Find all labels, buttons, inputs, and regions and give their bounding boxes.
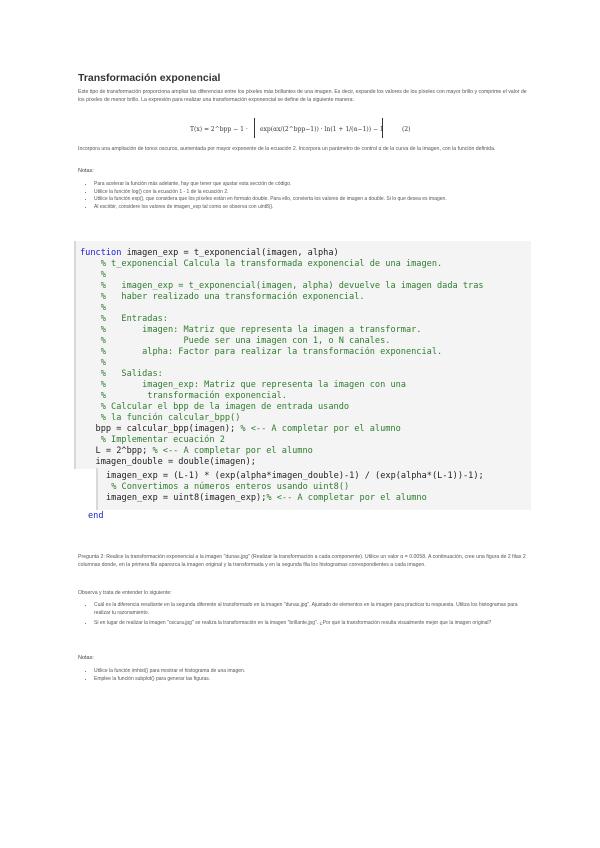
- code-line: [80, 347, 442, 358]
- formula-explanation: Incorpora una ampliación de tonos oscuros, aumentada por mayor exponente de la ecuación 2. Incorpora un parámetro de control α de la curva de la imagen, con la función definida.: [78, 146, 496, 152]
- code-block-function: [74, 241, 531, 469]
- code-comment: % <-- A completar por el alumno: [266, 493, 427, 503]
- code-line: [80, 314, 168, 325]
- code-text: [80, 369, 101, 379]
- code-line: [80, 457, 256, 468]
- code-line: [80, 435, 225, 446]
- code-text: imagen_exp = t_exponencial(imagen, alpha): [121, 248, 339, 258]
- equation-body: exp(αx/(2^bpp−1)) · ln(1 + 1/(α−1)) − 1: [260, 126, 384, 133]
- code-text: [80, 259, 101, 269]
- code-line: [80, 281, 484, 292]
- code-text: [80, 402, 101, 412]
- code-line: [80, 292, 365, 303]
- code-block-implementation: [96, 468, 531, 510]
- notes-label-2: Notas:: [78, 655, 94, 661]
- code-line: [80, 248, 339, 259]
- code-text: [80, 413, 101, 423]
- question-item: • Si en lugar de realizar la imagen "oscura.jpg" se realiza la transformación en la imagen "brillante.jpg". ¿Por qué la transformación resulta visualmente mejor que la imagen original?: [94, 620, 534, 628]
- code-text: [80, 347, 101, 357]
- question-item: • Cuál es la diferencia resultante en la segunda diferente al transformado en la imagen "dunas.jpg". Ajustado de elementos en la imagen para practicar tu respuesta. Utiliza los histogramas para realizar tu razonamiento.: [94, 602, 534, 617]
- code-text: [80, 314, 101, 324]
- code-comment: % imagen: Matriz que representa la imagen a transformar.: [100, 325, 422, 335]
- code-comment: %: [100, 270, 106, 280]
- code-comment: % haber realizado una transformación exponencial.: [100, 292, 365, 302]
- note-item: • Utilice la función log() con la ecuación 1 - 1 de la ecuación 2.: [94, 189, 534, 197]
- code-text: [80, 358, 101, 368]
- code-text: imagen_exp = uint8(imagen_exp);: [106, 493, 267, 503]
- intro-paragraph: Este tipo de transformación proporciona ampliar las diferencias entre los píxeles más brillantes de una imagen. Es decir, expande los valores de los píxeles con mayor brillo y comprime el valor de los píxeles de menor brillo. La expresión para realizar una transformación exponencial se define de la siguiente manera:: [78, 89, 527, 103]
- code-text: [80, 292, 101, 302]
- code-comment: %: [100, 358, 106, 368]
- code-text: [80, 336, 101, 346]
- code-comment: % imagen_exp: Matriz que representa la imagen con una: [100, 380, 406, 390]
- code-line: [80, 270, 106, 281]
- code-text: [80, 303, 101, 313]
- code-line: [80, 369, 163, 380]
- code-comment: % <-- A completar por el alumno: [240, 424, 401, 434]
- code-comment: % Entradas:: [100, 314, 168, 324]
- code-comment: % imagen_exp = t_exponencial(imagen, alpha) devuelve la imagen dada tras: [100, 281, 484, 291]
- code-comment: % Convertimos a números enteros usando uint8(): [111, 482, 350, 492]
- code-line: [80, 303, 106, 314]
- equation-bracket-right: [382, 118, 383, 138]
- code-text: imagen_double = double(imagen);: [80, 457, 256, 467]
- code-text: imagen_exp = (L-1) * (exp(alpha*imagen_double)-1) / (exp(alpha*(L-1))-1);: [106, 471, 484, 481]
- code-comment: % la función calcular_bpp(): [100, 413, 241, 423]
- code-keyword: function: [80, 248, 122, 258]
- code-line: [106, 482, 349, 493]
- code-text: [80, 325, 101, 335]
- questions-list: [86, 602, 534, 628]
- code-text: [80, 435, 101, 445]
- code-line: [80, 380, 406, 391]
- code-text: L = 2^bpp;: [80, 446, 153, 456]
- equation-bracket-left: [254, 118, 255, 138]
- observe-text: Observa y trata de entender lo siguiente:: [78, 590, 172, 596]
- code-text: [80, 281, 101, 291]
- code-comment: % t_exponencial Calcula la transformada exponencial de una imagen.: [100, 259, 443, 269]
- code-line: [106, 471, 484, 482]
- code-comment: % <-- A completar por el alumno: [152, 446, 313, 456]
- code-comment: % Puede ser una imagen con 1, o N canales.: [100, 336, 391, 346]
- code-comment: % Calcular el bpp de la imagen de entrada usando: [100, 402, 350, 412]
- note-item: • Al escribir, considere los valores de imagen_exp tal como se observa con uint8().: [94, 204, 534, 212]
- code-comment: %: [100, 303, 106, 313]
- note-item: • Emplee la función subplot() para generar las figuras.: [94, 676, 534, 684]
- code-comment: % alpha: Factor para realizar la transformación exponencial.: [100, 347, 443, 357]
- note-item: • Utilice la función imhist() para mostrar el histograma de una imagen.: [94, 668, 534, 676]
- code-line: [80, 336, 390, 347]
- code-text: [80, 380, 101, 390]
- code-comment: % Implementar ecuación 2: [100, 435, 225, 445]
- equation-2: [190, 118, 490, 140]
- note-item: • Para acelerar la función más adelante, hay que tener que ajustar esta sección de código.: [94, 181, 534, 189]
- code-line: [80, 402, 349, 413]
- section-title: Transformación exponencial: [78, 72, 221, 84]
- code-line: [80, 446, 313, 457]
- code-text: [80, 270, 101, 280]
- code-line: [80, 391, 287, 402]
- question-2-paragraph: Pregunta 2: Realice la transformación exponencial a la imagen "dunas.jpg" (Realizar la transformación a cada componente). Utilice un valor α = 0.0058. A continuación, cree una figura de 2 filas 2 columnas donde, en la primera fila aparezca la imagen original y la transformada y en la segunda fila los histogramas correspondientes a cada imagen.: [78, 554, 526, 568]
- note-item: • Utilice la función exp(), que considera que los píxeles están en formato double. Para ello, convierta los valores de imagen a double. Si lo que desea es imagen.: [94, 196, 534, 204]
- code-line: [80, 259, 442, 270]
- code-text: bpp = calcular_bpp(imagen);: [80, 424, 241, 434]
- equation-number: (2): [402, 126, 411, 133]
- code-line: [80, 424, 401, 435]
- code-line: [106, 493, 427, 504]
- notes-list-2: [86, 668, 534, 683]
- code-line: [80, 413, 240, 424]
- equation-lhs: T(x) = 2^bpp − 1 ·: [190, 126, 248, 133]
- code-text: [80, 391, 101, 401]
- code-line: [80, 358, 106, 369]
- code-comment: % transformación exponencial.: [100, 391, 287, 401]
- code-end-keyword: end: [88, 511, 104, 521]
- notes-list: [86, 181, 534, 211]
- code-comment: % Salidas:: [100, 369, 163, 379]
- code-line: [80, 325, 421, 336]
- notes-label: Notas:: [78, 168, 94, 174]
